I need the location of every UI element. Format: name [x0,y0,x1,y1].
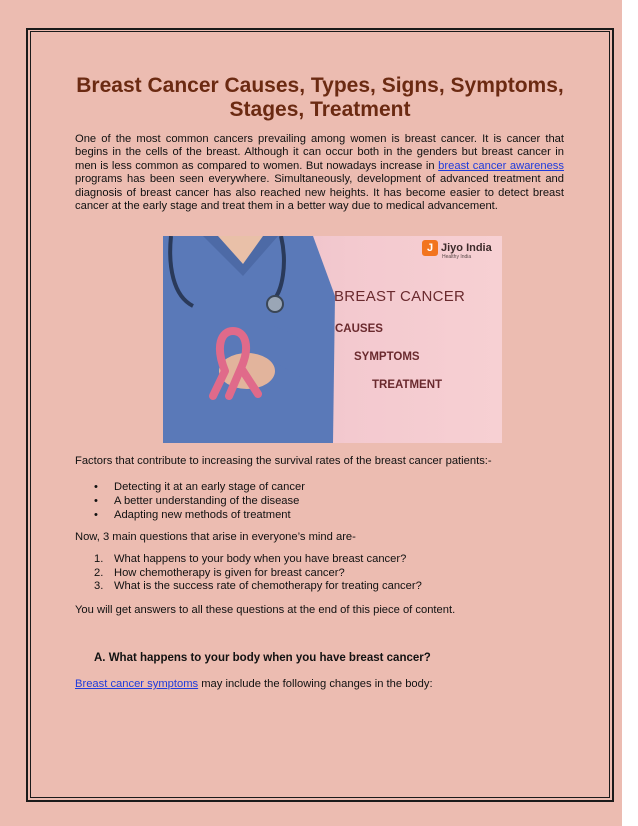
factor-item: • A better understanding of the disease [94,494,305,508]
symptoms-paragraph [75,678,575,691]
section-a-heading: A. What happens to your body when you have breast cancer? [94,652,431,664]
question-item: 2. How chemotherapy is given for breast cancer? [94,566,345,579]
breast-cancer-symptoms-link[interactable]: Breast cancer symptoms [75,678,199,690]
brand-name: Jiyo India [441,242,492,254]
factor-item: • Adapting new methods of treatment [94,508,305,522]
hero-treatment: TREATMENT [372,379,443,391]
hero-heading: BREAST CANCER [334,288,466,305]
question-item: 1. What happens to your body when you have breast cancer? [94,553,407,565]
question-item: 3. What is the success rate of chemotherapy for treating cancer? [94,580,422,593]
brand-tagline: Healthy India [442,254,472,260]
hero-causes: CAUSES [335,323,383,335]
factor-item: • Detecting it at an early stage of cancer [94,480,305,494]
answers-note: You will get answers to all these questions at the end of this piece of content. [75,604,456,616]
intro-paragraph [75,133,564,213]
hero-symptoms: SYMPTOMS [354,351,420,363]
factors-list [94,480,305,523]
intro-text-end: programs has been seen everywhere. Simultaneously, development of advanced treatment and diagnosis of breast cancer has also reached new heights. It has become easier to detect breast cancer at the early stage and treat them in a better way due to medical advancement. [75,173,564,213]
questions-list [94,553,422,594]
questions-intro: Now, 3 main questions that arise in everyone’s mind are- [75,531,356,543]
doctor-illustration [163,236,502,443]
document-title: Breast Cancer Causes, Types, Signs, Symptoms, Stages, Treatment [76,74,564,121]
intro-text-start: One of the most common cancers prevailing among women is breast cancer. It is cancer that begins in the cells of the breast. Although it can occur both in the genders but breast cancer in men is less common as compared to women. But nowadays increase in [75,133,564,172]
brand-mark-icon: J [422,240,438,256]
factors-intro: Factors that contribute to increasing the survival rates of the breast cancer patients:- [75,455,492,467]
breast-cancer-awareness-link[interactable]: breast cancer awareness [438,159,564,172]
symptoms-text: may include the following changes in the body: [198,678,433,690]
hero-image [163,236,502,443]
